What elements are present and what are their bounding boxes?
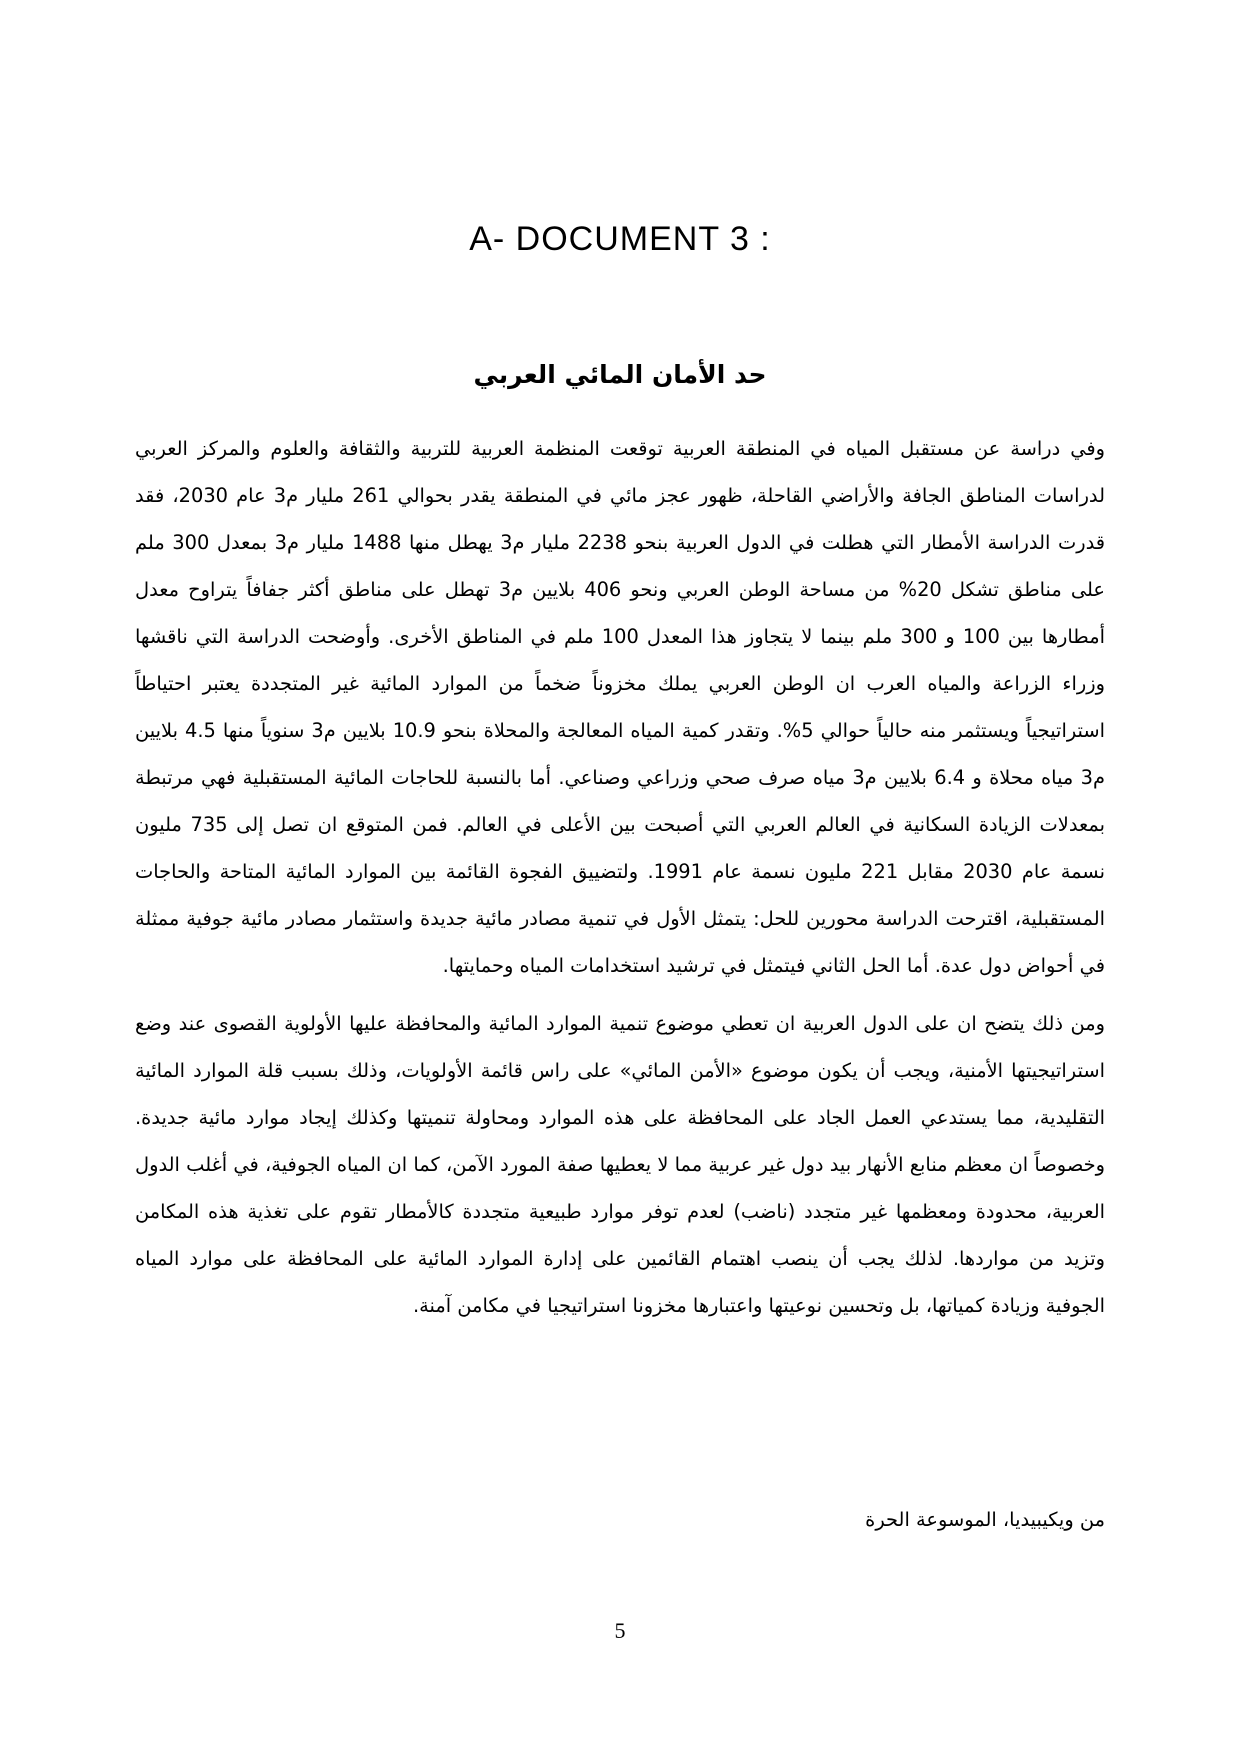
paragraph: ومن ذلك يتضح ان على الدول العربية ان تعطي موضوع تنمية الموارد المائية والمحافظة عليها الأولوية القصوى عند وضع استراتيجيتها الأمنية، ويجب أن يكون موضوع «الأمن المائي» على راس قائمة الأولويات، وذلك بسبب قلة الموارد المائية التقليدية، مما يستدعي العمل الجاد على المحافظة على هذه الموارد ومحاولة تنميتها وكذلك إيجاد موارد مائية جديدة. وخصوصاً ان معظم منابع الأنهار بيد دول غير عربية مما لا يعطيها صفة المورد الآمن، كما ان المياه الجوفية، في أغلب الدول العربية، محدودة ومعظمها غير متجدد (ناضب) لعدم توفر موارد طبيعية متجددة كالأمطار تقوم على تغذية هذه المكامن وتزيد من مواردها. لذلك يجب أن ينصب اهتمام القائمين على إدارة الموارد المائية على المحافظة على موارد المياه الجوفية وزيادة كمياتها، بل وتحسين نوعيتها واعتبارها مخزونا استراتيجيا في مكامن آمنة. [135,1012,1105,1317]
source-citation: من ويكيبيديا، الموسوعة الحرة [865,1508,1105,1531]
article-body [135,425,1105,1329]
article-title: حد الأمان المائي العربي [473,360,767,389]
document-heading: A- DOCUMENT 3 : [469,220,771,258]
paragraph: وفي دراسة عن مستقبل المياه في المنطقة العربية توقعت المنظمة العربية للتربية والثقافة والعلوم والمركز العربي لدراسات المناطق الجافة والأراضي القاحلة، ظهور عجز مائي في المنطقة يقدر بحوالي 261 مليار م3 عام 2030، فقد قدرت الدراسة الأمطار التي هطلت في الدول العربية بنحو 2238 مليار م3 يهطل منها 1488 مليار م3 بمعدل 300 ملم على مناطق تشكل 20% من مساحة الوطن العربي ونحو 406 بلايين م3 تهطل على مناطق أكثر جفافاً يتراوح معدل أمطارها بين 100 و 300 ملم بينما لا يتجاوز هذا المعدل 100 ملم في المناطق الأخرى. وأوضحت الدراسة التي ناقشها وزراء الزراعة والمياه العرب ان الوطن العربي يملك مخزوناً ضخماً من الموارد المائية غير المتجددة يعتبر احتياطاً استراتيجياً ويستثمر منه حالياً حوالي 5%. وتقدر كمية المياه المعالجة والمحلاة بنحو 10.9 بلايين م3 سنوياً منها 4.5 بلايين م3 مياه محلاة و 6.4 بلايين م3 مياه صرف صحي وزراعي وصناعي. أما بالنسبة للحاجات المائية المستقبلية فهي مرتبطة بمعدلات الزيادة السكانية في العالم العربي التي أصبحت بين الأعلى في العالم. فمن المتوقع ان تصل إلى 735 مليون نسمة عام 2030 مقابل 221 مليون نسمة عام 1991. ولتضييق الفجوة القائمة بين الموارد المائية المتاحة والحاجات المستقبلية، اقترحت الدراسة محورين للحل: يتمثل الأول في تنمية مصادر مائية جديدة واستثمار مصادر مائية جوفية ممثلة في أحواض دول عدة. أما الحل الثاني فيتمثل في ترشيد استخدامات المياه وحمايتها. [135,437,1106,977]
page-number: 5 [614,1618,626,1643]
